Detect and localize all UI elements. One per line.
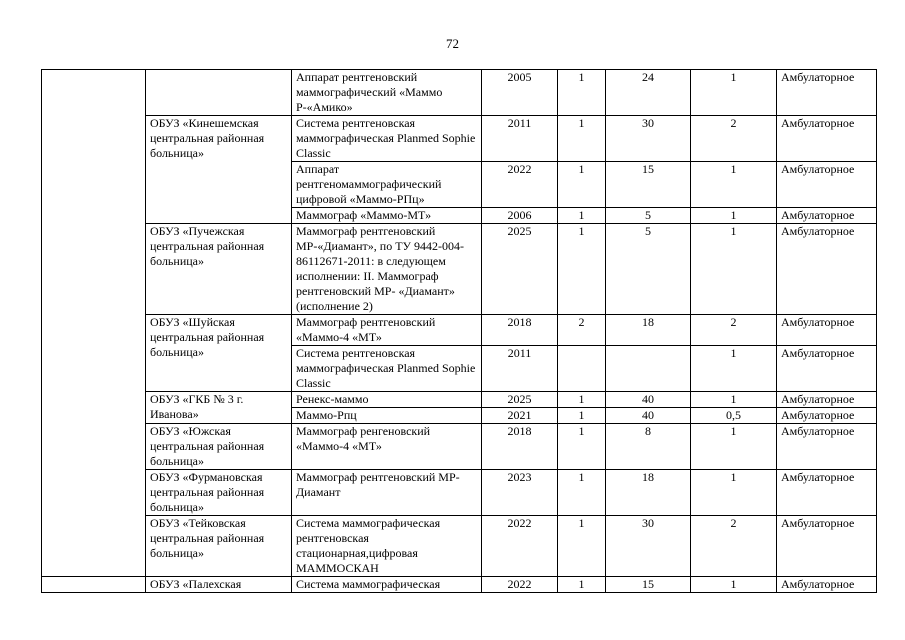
- year-cell: 2011: [482, 346, 558, 392]
- table-row: [42, 224, 877, 315]
- qty-cell: 1: [558, 116, 606, 162]
- type-cell: Амбулаторное: [777, 162, 877, 208]
- load-cell: 8: [606, 424, 691, 470]
- year-cell: 2021: [482, 408, 558, 424]
- year-cell: 2022: [482, 577, 558, 593]
- qty-cell: 1: [558, 424, 606, 470]
- org-cell: [146, 70, 292, 116]
- type-cell: Амбулаторное: [777, 208, 877, 224]
- device-cell: Система маммографическая рентгеновская стационарная,цифровая МАММОСКАН: [292, 516, 482, 577]
- device-cell: Система маммографическая: [292, 577, 482, 593]
- org-cell: ОБУЗ «Южская центральная районная больница»: [146, 424, 292, 470]
- qty-cell: 1: [558, 408, 606, 424]
- type-cell: Амбулаторное: [777, 516, 877, 577]
- shifts-cell: 1: [691, 424, 777, 470]
- type-cell: Амбулаторное: [777, 224, 877, 315]
- load-cell: 40: [606, 392, 691, 408]
- shifts-cell: 1: [691, 162, 777, 208]
- year-cell: 2011: [482, 116, 558, 162]
- load-cell: 30: [606, 516, 691, 577]
- shifts-cell: 2: [691, 116, 777, 162]
- org-cell: ОБУЗ «Фурмановская центральная районная больница»: [146, 470, 292, 516]
- device-cell: Маммограф рентгеновский «Маммо-4 «МТ»: [292, 315, 482, 346]
- table-row: [42, 470, 877, 516]
- year-cell: 2025: [482, 392, 558, 408]
- device-cell: Маммограф «Маммо-МТ»: [292, 208, 482, 224]
- qty-cell: [558, 346, 606, 392]
- shifts-cell: 1: [691, 392, 777, 408]
- device-cell: Система рентгеновская маммографическая Planmed Sophie Classic: [292, 116, 482, 162]
- year-cell: 2018: [482, 315, 558, 346]
- device-cell: Маммограф рентгеновский МР-Диамант: [292, 470, 482, 516]
- org-cell: ОБУЗ «Палехская: [146, 577, 292, 593]
- type-cell: Амбулаторное: [777, 408, 877, 424]
- table-row: [42, 70, 877, 116]
- load-cell: 18: [606, 315, 691, 346]
- load-cell: [606, 346, 691, 392]
- load-cell: 15: [606, 577, 691, 593]
- shifts-cell: 0,5: [691, 408, 777, 424]
- org-cell: ОБУЗ «Шуйская центральная районная больница»: [146, 315, 292, 392]
- table-row: [42, 392, 877, 408]
- device-cell: Маммограф ренгеновский «Маммо-4 «МТ»: [292, 424, 482, 470]
- type-cell: Амбулаторное: [777, 577, 877, 593]
- qty-cell: 1: [558, 70, 606, 116]
- load-cell: 5: [606, 208, 691, 224]
- year-cell: 2025: [482, 224, 558, 315]
- org-cell: ОБУЗ «ГКБ № 3 г. Иванова»: [146, 392, 292, 424]
- device-cell: Маммо-Рпц: [292, 408, 482, 424]
- type-cell: Амбулаторное: [777, 116, 877, 162]
- load-cell: 40: [606, 408, 691, 424]
- device-cell: Аппарат рентгеномаммографический цифровой «Маммо-РПц»: [292, 162, 482, 208]
- year-cell: 2006: [482, 208, 558, 224]
- shifts-cell: 1: [691, 346, 777, 392]
- year-cell: 2023: [482, 470, 558, 516]
- equipment-table: [41, 69, 877, 593]
- type-cell: Амбулаторное: [777, 315, 877, 346]
- shifts-cell: 2: [691, 315, 777, 346]
- table-row: [42, 315, 877, 346]
- year-cell: 2005: [482, 70, 558, 116]
- qty-cell: 1: [558, 470, 606, 516]
- year-cell: 2018: [482, 424, 558, 470]
- org-cell: ОБУЗ «Пучежская центральная районная больница»: [146, 224, 292, 315]
- shifts-cell: 1: [691, 470, 777, 516]
- load-cell: 30: [606, 116, 691, 162]
- empty-cell: [42, 577, 146, 593]
- qty-cell: 1: [558, 162, 606, 208]
- shifts-cell: 1: [691, 224, 777, 315]
- shifts-cell: 2: [691, 516, 777, 577]
- qty-cell: 1: [558, 392, 606, 408]
- device-cell: Ренекс-маммо: [292, 392, 482, 408]
- year-cell: 2022: [482, 516, 558, 577]
- page-number: 72: [446, 36, 459, 51]
- load-cell: 15: [606, 162, 691, 208]
- type-cell: Амбулаторное: [777, 70, 877, 116]
- load-cell: 18: [606, 470, 691, 516]
- table-row: [42, 577, 877, 593]
- device-cell: Аппарат рентгеновский маммографический «Маммо Р-«Амико»: [292, 70, 482, 116]
- year-cell: 2022: [482, 162, 558, 208]
- type-cell: Амбулаторное: [777, 392, 877, 408]
- device-cell: Система рентгеновская маммографическая Planmed Sophie Classic: [292, 346, 482, 392]
- table-row: [42, 424, 877, 470]
- qty-cell: 1: [558, 516, 606, 577]
- qty-cell: 1: [558, 208, 606, 224]
- load-cell: 24: [606, 70, 691, 116]
- shifts-cell: 1: [691, 577, 777, 593]
- type-cell: Амбулаторное: [777, 470, 877, 516]
- table-row: [42, 116, 877, 162]
- shifts-cell: 1: [691, 208, 777, 224]
- table-row: [42, 516, 877, 577]
- empty-cell: [42, 70, 146, 577]
- qty-cell: 1: [558, 224, 606, 315]
- shifts-cell: 1: [691, 70, 777, 116]
- load-cell: 5: [606, 224, 691, 315]
- org-cell: ОБУЗ «Кинешемская центральная районная больница»: [146, 116, 292, 224]
- type-cell: Амбулаторное: [777, 346, 877, 392]
- org-cell: ОБУЗ «Тейковская центральная районная больница»: [146, 516, 292, 577]
- qty-cell: 2: [558, 315, 606, 346]
- type-cell: Амбулаторное: [777, 424, 877, 470]
- qty-cell: 1: [558, 577, 606, 593]
- device-cell: Маммограф рентгеновский МР-«Диамант», по ТУ 9442-004-86112671-2011: в следующем исполнении: II. Маммограф рентгеновский МР- «Диамант» (исполнение 2): [292, 224, 482, 315]
